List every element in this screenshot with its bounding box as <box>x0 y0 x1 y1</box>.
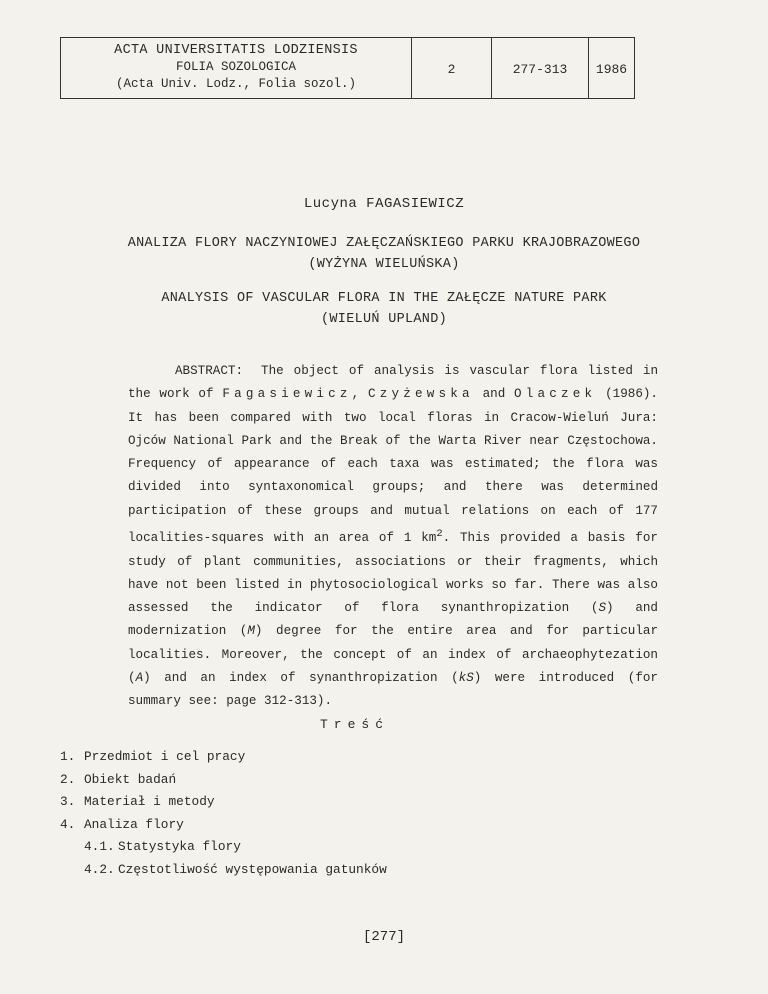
abstract-paragraph <box>128 360 658 714</box>
toc-item-label: Obiekt badań <box>84 771 177 787</box>
title-polish <box>0 233 768 275</box>
toc-item-number: 3. <box>60 794 76 809</box>
title-polish-line2: (WYŻYNA WIELUŃSKA) <box>308 257 460 272</box>
journal-series: FOLIA SOZOLOGICA <box>175 60 297 74</box>
toc-item-number: 1. <box>60 749 76 764</box>
abstract-text: , <box>351 387 368 402</box>
abstract-text: ) and an index of synanthropization ( <box>143 671 459 686</box>
toc-item <box>60 791 387 814</box>
abstract-text: The object of analysis is vascular flora listed in the work of <box>128 364 658 402</box>
symbol-a: A <box>135 671 144 686</box>
abstract-label: ABSTRACT: <box>175 364 244 378</box>
toc-item-label: Statystyka flory <box>118 839 241 854</box>
symbol-m: M <box>247 624 255 639</box>
toc-item-number: 4.2. <box>84 861 115 877</box>
toc-item <box>60 769 387 792</box>
journal-cell <box>61 38 412 98</box>
abstract-text: and <box>473 387 515 402</box>
year-cell: 1986 <box>595 61 628 77</box>
title-english-line2: (WIELUŃ UPLAND) <box>320 312 448 327</box>
abstract-text: ) were introduced (for summary see: page 312-313). <box>128 671 658 709</box>
toc-item-number: 4.1. <box>84 839 115 854</box>
symbol-s: S <box>598 601 607 616</box>
abstract-text: (1986). It has been compared with two local floras in Cracow-Wieluń Jura: Ojców National Park and the Break of the Warta River near Częstochowa. Frequency of appearance of each taxa was estimated; the flora was divided into syntaxonomical groups; and there was determined participation of these groups and mutual relations on each of 177 localities-squares with an area of 1 km <box>128 387 658 546</box>
abstract-text: . This provided a basis for study of plant communities, associations or their fragments, which have not been listed in phytosociological works so far. There was also assessed the indicator of flora synanthropization ( <box>128 531 658 616</box>
spaced-author-czyzewska: Czyżewska <box>367 387 474 402</box>
superscript: 2 <box>436 528 443 541</box>
toc-subitem <box>60 836 387 859</box>
toc-item-label: Przedmiot i cel pracy <box>84 749 246 764</box>
journal-header-table <box>60 37 635 99</box>
title-english <box>0 288 768 330</box>
toc-item-label: Materiał i metody <box>84 794 215 809</box>
pages-cell: 277-313 <box>492 38 589 98</box>
toc-item-label: Częstotliwość występowania gatunków <box>118 861 387 877</box>
toc-item-label: Analiza flory <box>84 816 184 832</box>
journal-abbreviation: (Acta Univ. Lodz., Folia sozol.) <box>115 77 357 91</box>
abstract-text: ) and modernization ( <box>128 601 658 639</box>
volume-cell: 2 <box>412 38 492 98</box>
title-polish-line1: ANALIZA FLORY NACZYNIOWEJ ZAŁĘCZAŃSKIEGO PARKU KRAJOBRAZOWEGO <box>127 236 641 251</box>
journal-name: ACTA UNIVERSITATIS LODZIENSIS <box>114 43 358 58</box>
toc-heading: Treść <box>320 717 390 732</box>
toc-subitem <box>60 859 387 882</box>
table-of-contents <box>60 746 387 881</box>
page-number: [277] <box>362 929 405 945</box>
symbol-ks: kS <box>458 671 474 686</box>
toc-item-number: 4. <box>60 816 76 832</box>
author-name: Lucyna FAGASIEWICZ <box>303 196 465 212</box>
toc-item <box>60 814 387 837</box>
toc-item-number: 2. <box>60 771 76 787</box>
spaced-author-fagasiewicz: Fagasiewicz <box>222 387 352 402</box>
spaced-author-olaczek: Olaczek <box>514 387 597 402</box>
abstract-text: ) degree for the entire area and for particular localities. Moreover, the concept of an index of archaeophytezation ( <box>128 624 658 686</box>
title-english-line1: ANALYSIS OF VASCULAR FLORA IN THE ZAŁĘCZE NATURE PARK <box>161 291 607 306</box>
toc-item <box>60 746 387 769</box>
